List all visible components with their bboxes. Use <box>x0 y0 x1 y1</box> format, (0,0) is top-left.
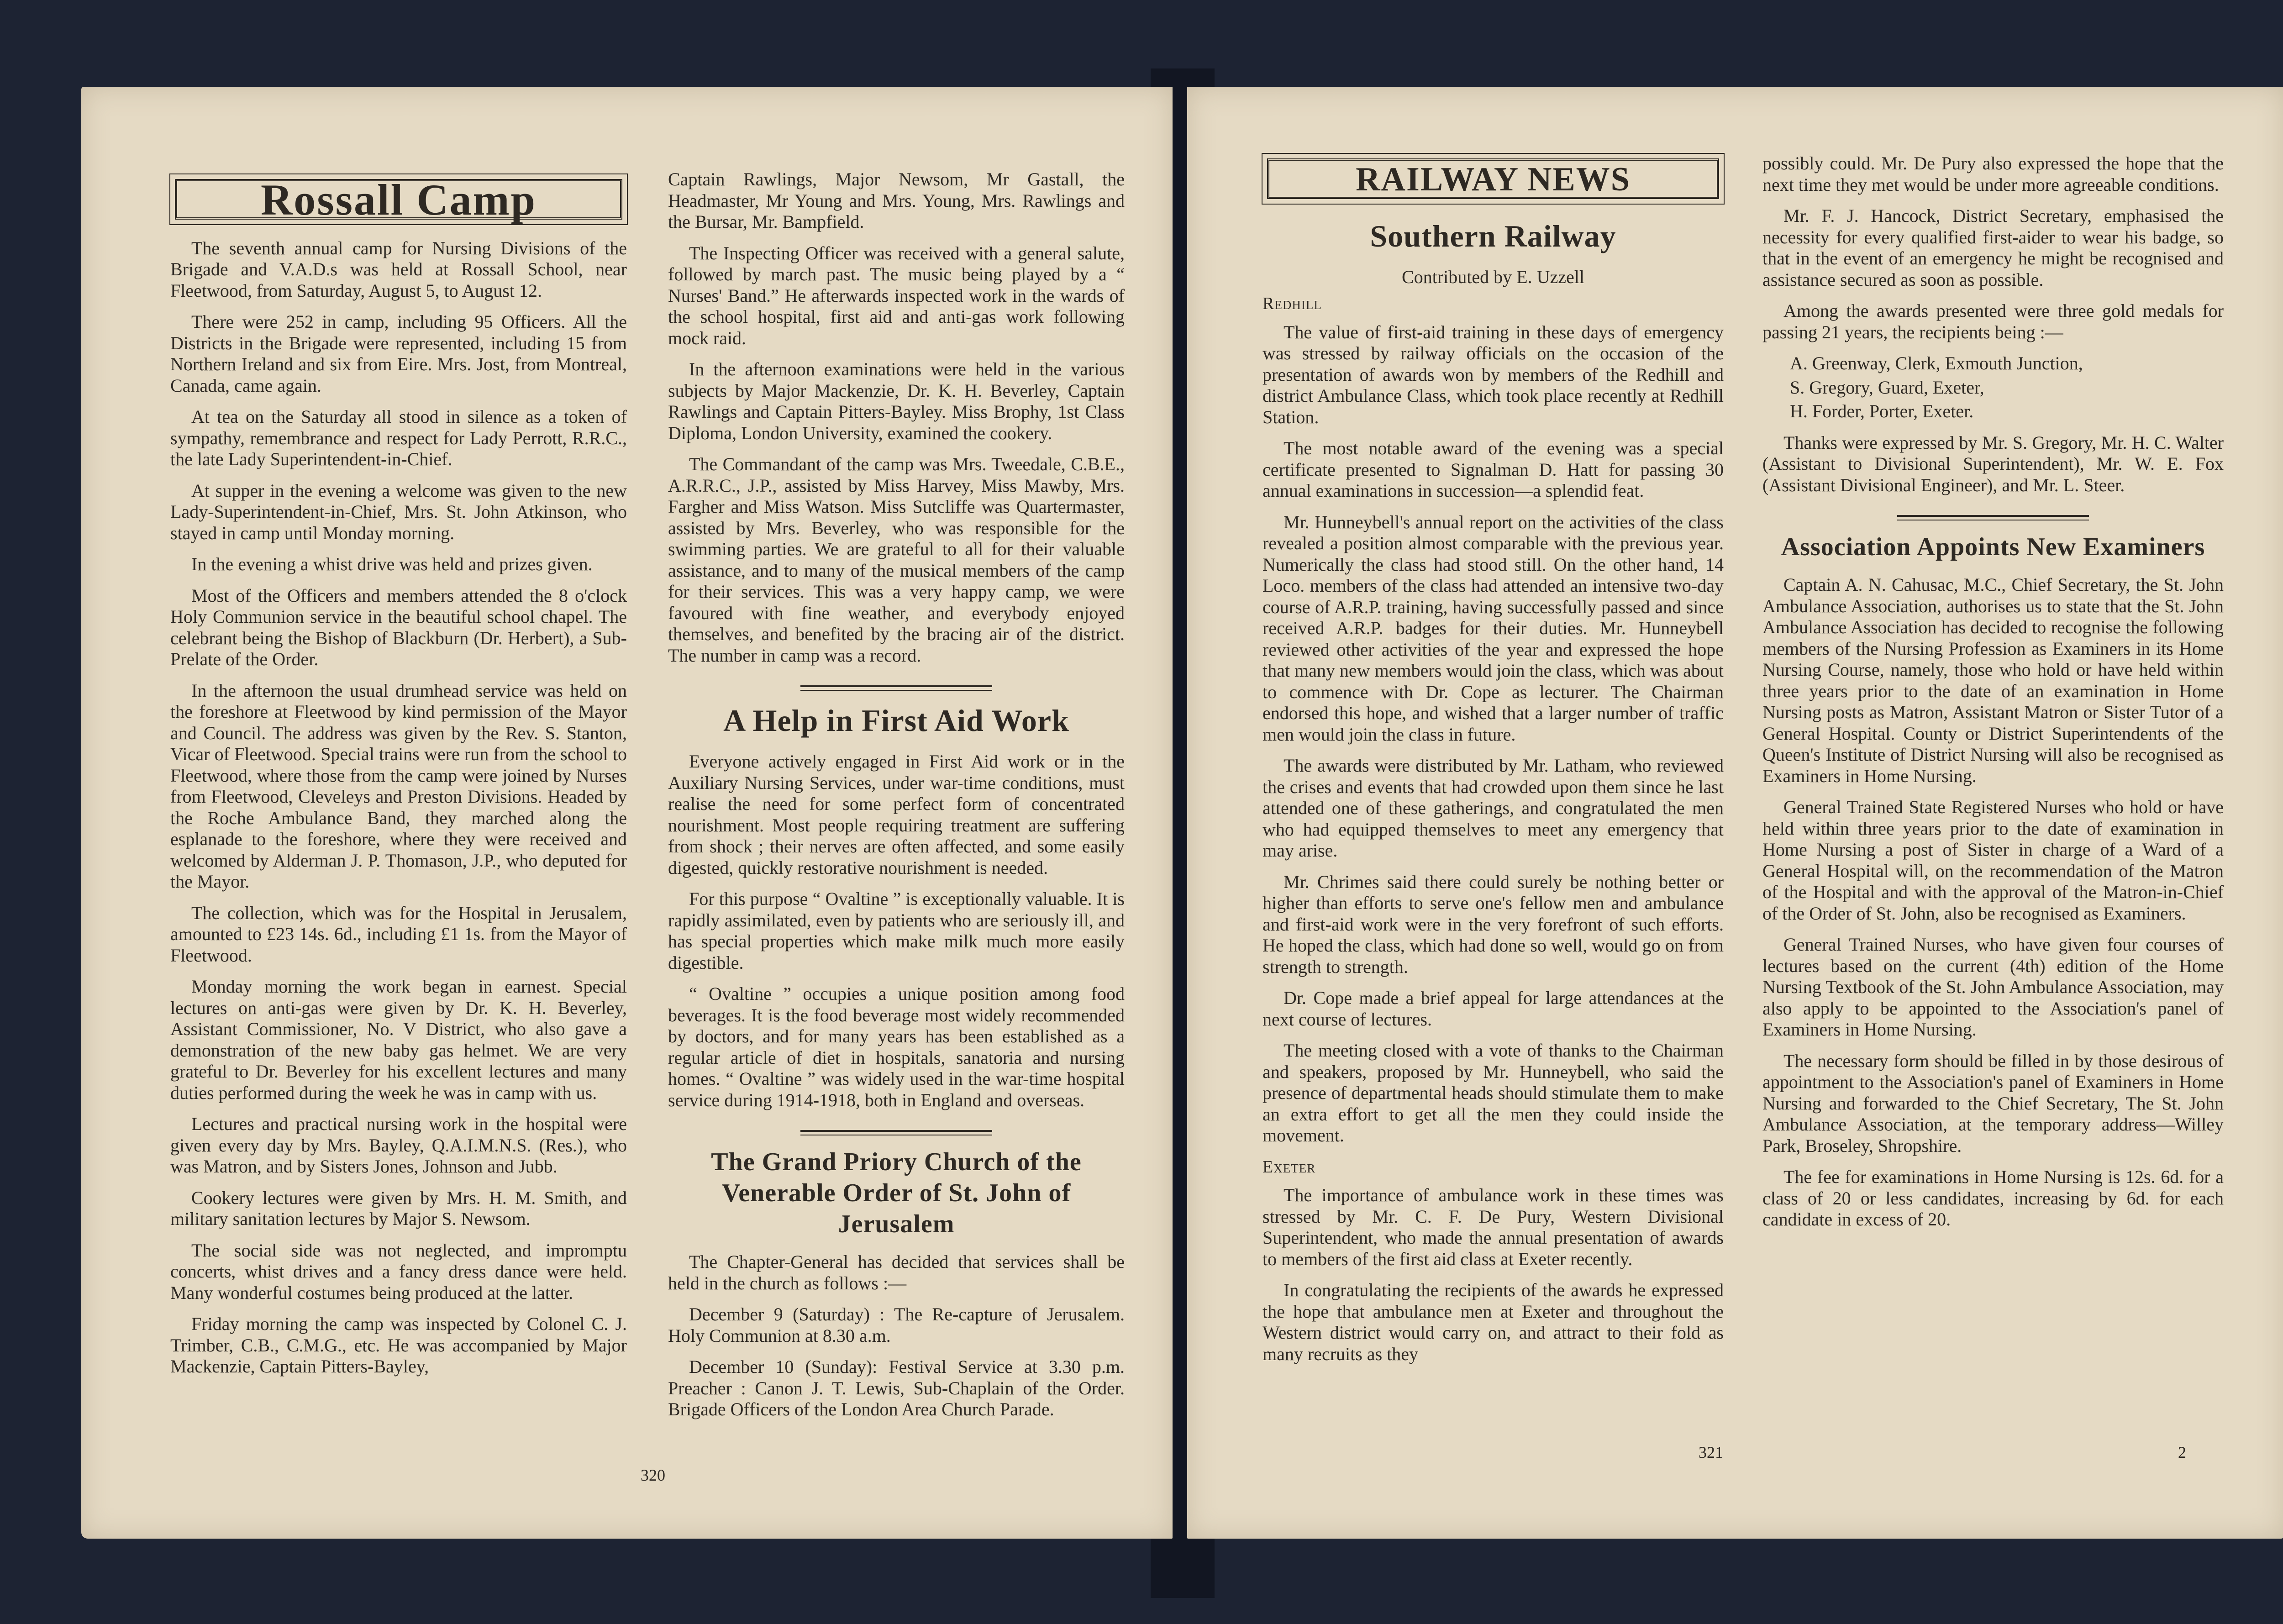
paragraph: In the afternoon examinations were held in the various subjects by Major Mackenzie, Dr. K. H. Beverley, Captain Rawlings and Captain Pitters-Bayley. Miss Brophy, 1st Class Diploma, London University, examined the cookery. <box>668 359 1125 443</box>
paragraph: General Trained Nurses, who have given four courses of lectures based on the current (4th) edition of the Home Nursing Textbook of the St. John Ambulance Association, may also apply to be appointed to the Association's panel of Examiners in Home Nursing. <box>1762 934 2224 1040</box>
section-divider <box>800 685 992 691</box>
left-column-1 <box>170 173 627 1387</box>
paragraph: “ Ovaltine ” occupies a unique position among food beverages. It is the food beverage most widely recommended by doctors, and for many years has been established as a regular article of diet in hospitals, sanatoria and nursing homes. “ Ovaltine ” was widely used in the war-time hospital service during 1914-1918, both in England and overseas. <box>668 983 1125 1110</box>
left-page <box>81 87 1173 1539</box>
grand-priory-title: The Grand Priory Church of the Venerable Order of St. John of Jerusalem <box>711 1148 1082 1238</box>
paragraph: The collection, which was for the Hospital in Jerusalem, amounted to £23 14s. 6d., including £1 1s. from the Mayor of Fleetwood. <box>170 902 627 966</box>
subhead-exeter: Exeter <box>1262 1157 1316 1177</box>
page-number: 320 <box>641 1466 665 1484</box>
paragraph: The awards were distributed by Mr. Latham, who reviewed the crises and events that had crowded upon them since he last attended one of these gatherings, and congratulated the men who had equipped themselves to meet any emergency that may arise. <box>1262 755 1724 861</box>
railway-news-masthead: RAILWAY NEWS <box>1267 158 1719 199</box>
southern-railway-title: Southern Railway <box>1370 218 1616 253</box>
paragraph: In congratulating the recipients of the awards he expressed the hope that ambulance men at Exeter and throughout the Western district would carry on, and attract to their fold as many recruits as they <box>1262 1280 1724 1364</box>
paragraph: December 9 (Saturday) : The Re-capture of Jerusalem. Holy Communion at 8.30 a.m. <box>668 1304 1125 1346</box>
paragraph: Monday morning the work began in earnest. Special lectures on anti-gas were given by Dr. K. H. Beverley, Assistant Commissioner, No. V District, who also gave a demonstration of the new baby gas helmet. We are very grateful to Dr. Beverley for his excellent lectures and many duties performed during the week he was in camp with us. <box>170 976 627 1103</box>
paragraph: Mr. Hunneybell's annual report on the activities of the class revealed a position almost comparable with the previous year. Numerically the class had stood still. On the other hand, 14 Loco. members of the class had attended an intensive two-day course of A.R.P. training, having successfully passed and since received A.R.P. badges for their duties. Mr. Hunneybell reviewed other activities of the year and expressed the hope that many new members would join the class, which was about to commence with Dr. Cope as lecturer. The Chairman endorsed this hope, and wished that a larger number of traffic men would join the class in future. <box>1262 511 1724 745</box>
association-examiners-title: Association Appoints New Examiners <box>1781 533 2205 561</box>
right-page <box>1187 87 2283 1539</box>
paragraph: Among the awards presented were three gold medals for passing 21 years, the recipients being :— <box>1762 300 2224 342</box>
paragraph: The meeting closed with a vote of thanks to the Chairman and speakers, proposed by Mr. Hunneybell, who said the presence of departmental heads should stimulate them to make an extra effort to get all the men they could inside the movement. <box>1262 1040 1724 1146</box>
right-column-2 <box>1762 153 2224 1240</box>
section-divider <box>800 1130 992 1135</box>
paragraph: The Inspecting Officer was received with a general salute, followed by march past. The music being played by a “ Nurses' Band.” He afterwards inspected work in the wards of the school hospital, first aid and anti-gas work following mock raid. <box>668 242 1125 348</box>
paragraph: Mr. Chrimes said there could surely be nothing better or higher than efforts to serve one's fellow men and ambulance and first-aid work were in the very forefront of such efforts. He hoped the class, which had done so well, would go on from strength to strength. <box>1262 871 1724 977</box>
paragraph: possibly could. Mr. De Pury also expressed the hope that the next time they met would be under more agreeable conditions. <box>1762 153 2224 195</box>
paragraph: Dr. Cope made a brief appeal for large attendances at the next course of lectures. <box>1262 988 1724 1030</box>
left-column-2 <box>668 169 1125 1430</box>
list-item: H. Forder, Porter, Exeter. <box>1790 401 1974 421</box>
paragraph: December 10 (Sunday): Festival Service at 3.30 p.m. Preacher : Canon J. T. Lewis, Sub-Chaplain of the Order. Brigade Officers of the London Area Church Parade. <box>668 1356 1125 1419</box>
paragraph: Lectures and practical nursing work in the hospital were given every day by Mrs. Bayley, Q.A.I.M.N.S. (Res.), who was Matron, and by Sisters Jones, Johnson and Jubb. <box>170 1114 627 1177</box>
rossall-camp-title: Rossall Camp <box>175 179 622 220</box>
paragraph: The most notable award of the evening was a special certificate presented to Signalman D. Hatt for passing 30 annual examinations in succession—a splendid feat. <box>1262 438 1724 501</box>
paragraph: The importance of ambulance work in these times was stressed by Mr. C. F. De Pury, Western Divisional Superintendent, who made the annual presentation of awards to members of the first aid class at Exeter recently. <box>1262 1185 1724 1269</box>
paragraph: Everyone actively engaged in First Aid work or in the Auxiliary Nursing Services, under war-time conditions, must realise the need for some perfect form of concentrated nourishment. Most people requiring treatment are suffering from shock ; their nerves are often affected, and some easily digested, quickly restorative nourishment is needed. <box>668 751 1125 878</box>
paragraph: There were 252 in camp, including 95 Officers. All the Districts in the Brigade were represented, including 15 from Northern Ireland and six from Eire. Mrs. Jost, from Montreal, Canada, came again. <box>170 311 627 396</box>
paragraph: The value of first-aid training in these days of emergency was stressed by railway officials on the occasion of the presentation of awards won by members of the Redhill and district Ambulance Class, which took place recently at Redhill Station. <box>1262 321 1724 427</box>
paragraph: At supper in the evening a welcome was given to the new Lady-Superintendent-in-Chief, Mrs. St. John Atkinson, who stayed in camp until Monday morning. <box>170 480 627 543</box>
paragraph: Captain Rawlings, Major Newsom, Mr Gastall, the Headmaster, Mr Young and Mrs. Young, Mrs. Rawlings and the Bursar, Mr. Bampfield. <box>668 169 1125 232</box>
section-divider <box>1897 515 2089 520</box>
paragraph: General Trained State Registered Nurses who hold or have held within three years prior to the date of examination in Home Nursing a post of Sister in charge of a Ward of a General Hospital will, on the recommendation of the Matron of the Hospital and with the approval of the Matron-in-Chief of the Order of St. John, also be recognised as Examiners. <box>1762 797 2224 924</box>
paragraph: Cookery lectures were given by Mrs. H. M. Smith, and military sanitation lectures by Major S. Newsom. <box>170 1187 627 1229</box>
paragraph: Most of the Officers and members attended the 8 o'clock Holy Communion service in the beautiful school chapel. The celebrant being the Bishop of Blackburn (Dr. Herbert), a Sub-Prelate of the Order. <box>170 585 627 669</box>
list-item: A. Greenway, Clerk, Exmouth Junction, <box>1790 353 2083 373</box>
list-item: S. Gregory, Guard, Exeter, <box>1790 377 1984 398</box>
help-first-aid-title: A Help in First Aid Work <box>723 703 1069 738</box>
paragraph: The seventh annual camp for Nursing Divisions of the Brigade and V.A.D.s was held at Rossall School, near Fleetwood, from Saturday, August 5, to August 12. <box>170 237 627 301</box>
signature-mark: 2 <box>2178 1443 2186 1461</box>
paragraph: Mr. F. J. Hancock, District Secretary, emphasised the necessity for every qualified first-aider to wear his badge, so that in the event of an emergency he might be recognised and assistance secured as soon as possible. <box>1762 205 2224 290</box>
contributor-line: Contributed by E. Uzzell <box>1402 266 1584 287</box>
paragraph: The Commandant of the camp was Mrs. Tweedale, C.B.E., A.R.R.C., J.P., assisted by Miss Harvey, Miss Mawby, Mrs. Fargher and Miss Watson. Miss Sutcliffe was Quartermaster, assisted by Mrs. Beverley, who was responsible for the swimming parties. We are grateful to all for their valuable assistance, and to many of the musical members of the camp for their services. This was a very happy camp, we were favoured with fine weather, and everybody enjoyed themselves, and benefited by the bracing air of the district. The number in camp was a record. <box>668 454 1125 666</box>
right-column-1 <box>1262 153 1724 1375</box>
paragraph: Friday morning the camp was inspected by Colonel C. J. Trimber, C.B., C.M.G., etc. He was accompanied by Major Mackenzie, Captain Pitters-Bayley, <box>170 1314 627 1377</box>
paragraph: The Chapter-General has decided that services shall be held in the church as follows :— <box>668 1251 1125 1293</box>
page-number: 321 <box>1699 1443 1723 1461</box>
paragraph: The social side was not neglected, and impromptu concerts, whist drives and a fancy dress dance were held. Many wonderful costumes being produced at the latter. <box>170 1240 627 1303</box>
paragraph: Thanks were expressed by Mr. S. Gregory, Mr. H. C. Walter (Assistant to Divisional Superintendent), Mr. W. E. Fox (Assistant Divisional Engineer), and Mr. L. Steer. <box>1762 432 2224 495</box>
paragraph: In the evening a whist drive was held and prizes given. <box>191 554 593 574</box>
medal-recipients-list <box>1790 353 2224 422</box>
paragraph: For this purpose “ Ovaltine ” is exceptionally valuable. It is rapidly assimilated, even by patients who are seriously ill, and has special properties which make milk much more easily digestible. <box>668 888 1125 973</box>
paragraph: In the afternoon the usual drumhead service was held on the foreshore at Fleetwood by kind permission of the Mayor and Council. The address was given by the Rev. S. Stanton, Vicar of Fleetwood. Special trains were run from the school to Fleetwood, where those from the camp were joined by Nurses from Fleetwood, Cleveleys and Preston Divisions. Headed by the Roche Ambulance Band, they marched along the esplanade to the foreshore, where they were received and welcomed by Alderman J. P. Thomason, J.P., who deputed for the Mayor. <box>170 680 627 892</box>
paragraph: Captain A. N. Cahusac, M.C., Chief Secretary, the St. John Ambulance Association, authorises us to state that the St. John Ambulance Association has decided to recognise the following members of the Nursing Profession as Examiners in its Home Nursing Course, namely, those who hold or have held within three years prior to the date of an examination in Home Nursing posts as Matron, Assistant Matron or Sister Tutor of a General Hospital. County or District Superintendents of the Queen's Institute of District Nursing will also be recognised as Examiners in Home Nursing. <box>1762 574 2224 786</box>
paragraph: The fee for examinations in Home Nursing is 12s. 6d. for a class of 20 or less candidates, increasing by 6d. for each candidate in excess of 20. <box>1762 1167 2224 1230</box>
paragraph: At tea on the Saturday all stood in silence as a token of sympathy, remembrance and respect for Lady Perrott, R.R.C., the late Lady Superintendent-in-Chief. <box>170 406 627 469</box>
paragraph: The necessary form should be filled in by those desirous of appointment to the Association's panel of Examiners in Home Nursing and forwarded to the Chief Secretary, The St. John Ambulance Association, at the temporary address—Willey Park, Broseley, Shropshire. <box>1762 1050 2224 1156</box>
subhead-redhill: Redhill <box>1262 294 1322 313</box>
